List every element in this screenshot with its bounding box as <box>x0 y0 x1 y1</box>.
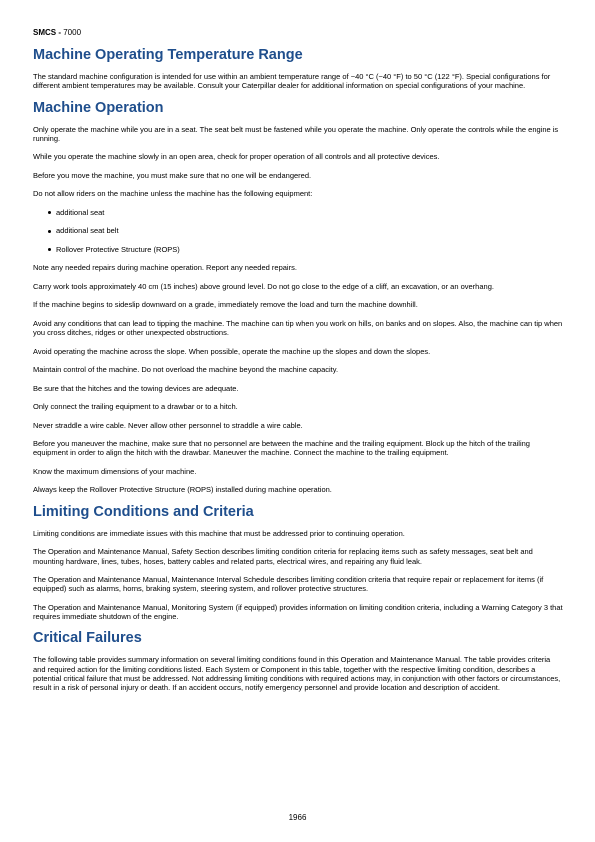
list-item <box>33 226 563 235</box>
section-limiting-conditions <box>33 504 563 621</box>
list-item-text: Rollover Protective Structure (ROPS) <box>56 244 180 254</box>
section-operating-temperature <box>33 47 563 90</box>
bullet-icon <box>48 211 51 214</box>
paragraph: While you operate the machine slowly in an open area, check for proper operation of all controls and all protective devices. <box>33 152 440 162</box>
list-item <box>33 245 563 254</box>
paragraph: The standard machine configuration is intended for use within an ambient temperature range of −40 °C (−40 °F) to 50 °C (122 °F). Special configurations for different ambient temperatures may be available. Consult your Caterpillar dealer for additional information on special configurations of your machine. <box>33 72 551 91</box>
paragraph: Limiting conditions are immediate issues with this machine that must be addressed prior to continuing operation. <box>33 528 405 538</box>
list-item <box>33 208 563 217</box>
paragraph: Maintain control of the machine. Do not overload the machine beyond the machine capacity. <box>33 365 339 375</box>
paragraph: Only operate the machine while you are in a seat. The seat belt must be fastened while you operate the machine. Only operate the controls while the engine is running. <box>33 124 559 143</box>
paragraph: The following table provides summary information on several limiting conditions found in this Operation and Maintenance Manual. The table provides criteria and required action for the limiting conditions listed. Each System or Component in this table, together with the respective limiting condition, describes a potential critical failure that must be addressed. Not addressing limiting conditions with required actions may, in conjunction with other factors or circumstances, result in a risk of personal injury or death. If an accident occurs, notify emergency personnel and provide location and description of accident. <box>33 655 561 693</box>
bullet-icon <box>48 248 51 251</box>
paragraph: Avoid operating the machine across the slope. When possible, operate the machine up the slopes and down the slopes. <box>33 346 431 356</box>
paragraph: Before you move the machine, you must make sure that no one will be endangered. <box>33 170 312 180</box>
page-content <box>33 28 563 702</box>
section-critical-failures <box>33 630 563 692</box>
list-item-text: additional seat <box>56 207 105 217</box>
section-title: Critical Failures <box>33 630 142 647</box>
paragraph: Before you maneuver the machine, make sure that no personnel are between the machine and the trailing equipment. Block up the hitch of the trailing equipment in order to align the hitch with the drawbar. Maneuver the machine. Connect the machine to the trailing equipment. <box>33 439 530 458</box>
paragraph: Be sure that the hitches and the towing devices are adequate. <box>33 383 239 393</box>
paragraph: Note any needed repairs during machine operation. Report any needed repairs. <box>33 263 297 273</box>
page-number: 1966 <box>288 813 307 822</box>
section-title: Machine Operating Temperature Range <box>33 47 303 63</box>
list-item-text: additional seat belt <box>56 226 119 236</box>
paragraph: The Operation and Maintenance Manual, Monitoring System (if equipped) provides information on limiting condition criteria, including a Warning Category 3 that requires immediate shutdown of the engine. <box>33 602 563 621</box>
paragraph: The Operation and Maintenance Manual, Maintenance Interval Schedule describes limiting condition criteria that require repair or replacement for items (if equipped) such as alarms, horns, braking system, steering system, and rollover protective structures. <box>33 575 544 594</box>
paragraph: Know the maximum dimensions of your machine. <box>33 466 197 476</box>
required-equipment-list <box>33 208 563 254</box>
section-title: Machine Operation <box>33 99 164 116</box>
paragraph: Always keep the Rollover Protective Structure (ROPS) installed during machine operation. <box>33 485 332 495</box>
paragraph: Only connect the trailing equipment to a drawbar or to a hitch. <box>33 402 238 412</box>
smcs-code: 7000 <box>63 28 82 37</box>
bullet-icon <box>48 230 51 233</box>
smcs-code-line <box>33 28 563 38</box>
paragraph: Do not allow riders on the machine unless the machine has the following equipment: <box>33 189 313 199</box>
paragraph: Avoid any conditions that can lead to tipping the machine. The machine can tip when you work on hills, on banks and on slopes. Also, the machine can tip when you cross ditches, ridges or other unexpected obstructions. <box>33 318 563 338</box>
paragraph: If the machine begins to sideslip downward on a grade, immediately remove the load and turn the machine downhill. <box>33 300 418 310</box>
smcs-label: SMCS - <box>33 28 61 37</box>
paragraph: The Operation and Maintenance Manual, Safety Section describes limiting condition criteria for replacing items such as safety messages, seat belt and mounting hardware, lines, tubes, hoses, battery cables and related parts, electrical wires, and repairing any fluid leak. <box>33 547 533 566</box>
paragraph: Carry work tools approximately 40 cm (15 inches) above ground level. Do not go close to the edge of a cliff, an excavation, or an overhang. <box>33 281 494 291</box>
section-machine-operation <box>33 100 563 495</box>
section-title: Limiting Conditions and Criteria <box>33 503 254 520</box>
paragraph: Never straddle a wire cable. Never allow other personnel to straddle a wire cable. <box>33 420 303 430</box>
